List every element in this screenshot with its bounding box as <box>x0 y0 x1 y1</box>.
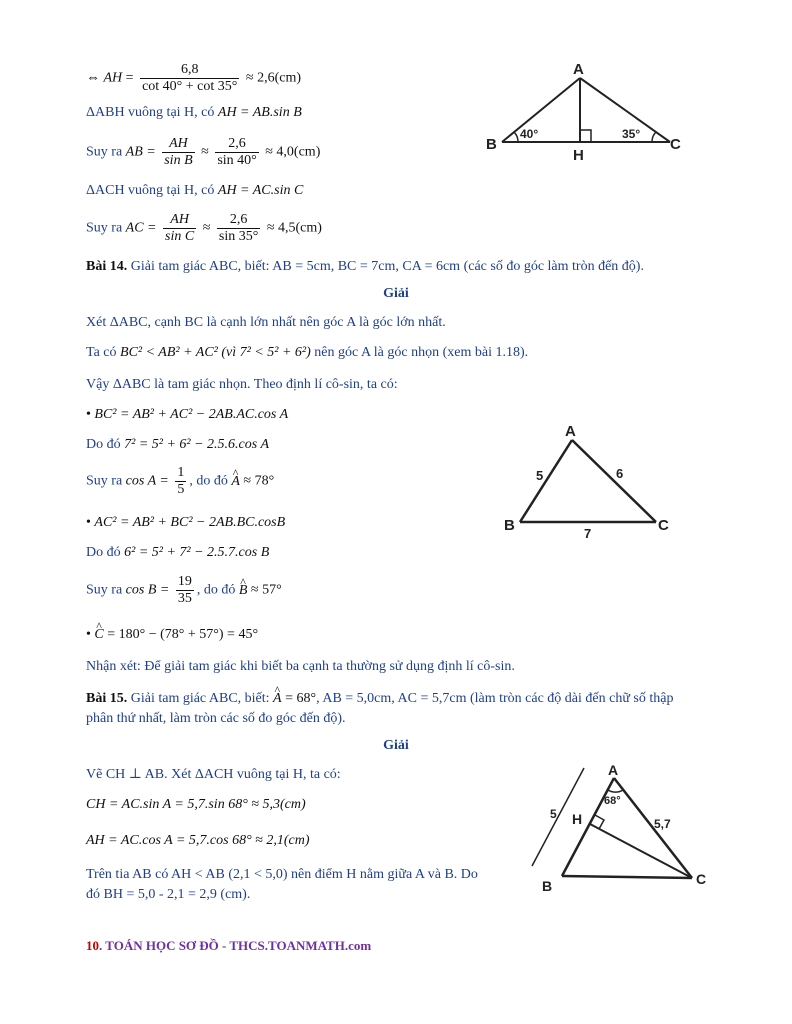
bai14-giai: Giải <box>383 286 409 301</box>
bai15-s1: Vẽ CH ⊥ AB. Xét ΔACH vuông tại H, ta có: <box>86 767 341 782</box>
math: AC = <box>125 220 157 236</box>
bai15-giai: Giải <box>383 738 409 753</box>
exercise-title: Bài 15. <box>86 691 128 706</box>
math: AH = AB.sin B <box>217 105 302 120</box>
frac-num: AH <box>169 136 188 151</box>
figure-triangle-abc <box>496 418 686 542</box>
bai15-s3 <box>86 832 310 850</box>
line-ab: Suy ra AB = $\frac{AH}{\text{sin B}}$ ≈ $\frac{2,6}{\sin 40^\circ}$ ≈ 4,0(cm) <box>86 136 321 168</box>
exercise-text: Giải tam giác ABC, biết: AB = 5cm, BC = 7cm, CA = 6cm (các số đo góc làm tròn đến độ). <box>130 259 644 274</box>
label-a: A <box>608 762 619 778</box>
label-a: A <box>573 61 584 78</box>
eq-suffix: ≈ 4,5(cm) <box>266 220 322 236</box>
page-number: 10 <box>86 938 99 953</box>
label-h: H <box>572 811 583 827</box>
figure-triangle-ach <box>520 758 720 898</box>
frac-num: 19 <box>177 574 192 589</box>
frac-num: 1 <box>177 465 185 480</box>
text: ΔABH vuông tại H, có <box>86 105 215 120</box>
text: Suy ra <box>86 473 123 489</box>
text: Suy ra <box>86 582 123 598</box>
bai14-s9: Suy ra cos B = $\frac{19}{35}$ , do đó ^ B ≈ 57° <box>86 574 282 607</box>
eq-suffix: ≈ 4,0(cm) <box>265 144 321 160</box>
math: = 68° <box>285 691 317 706</box>
math: AH = AC.cos A = 5,7.cos 68° ≈ 2,1(cm) <box>86 833 310 848</box>
eq-suffix: ≈ 2,6(cm) <box>245 70 302 86</box>
bai14-s6: Suy ra cos A = $\frac{1}{5}$ , do đó ^ A ≈ 78° <box>86 465 274 498</box>
frac-den: sin B <box>164 153 193 168</box>
label-ab: 5 <box>536 468 544 483</box>
label-angle-c: 35° <box>622 127 641 141</box>
bai14-s11: Nhận xét: Để giải tam giác khi biết ba cạnh ta thường sử dụng định lí cô-sin. <box>86 659 515 674</box>
math: AC² = AB² + BC² − 2AB.BC.cosB <box>94 515 286 530</box>
label-bc: 7 <box>584 526 592 541</box>
math: BC² = AB² + AC² − 2AB.AC.cos A <box>94 407 289 422</box>
math: ≈ 57° <box>250 582 282 598</box>
math: CH = AC.sin A = 5,7.sin 68° ≈ 5,3(cm) <box>86 797 306 812</box>
frac-den: 35 <box>177 591 192 606</box>
text: Giải tam giác ABC, biết: <box>130 691 270 706</box>
label-ac: 5,7 <box>654 817 671 831</box>
bai14-s7: • AC² = AB² + BC² − 2AB.BC.cosB <box>86 515 286 530</box>
math: = 180° − (78° + 57°) = 45° <box>107 627 259 642</box>
bai14-s4: • BC² = AB² + AC² − 2AB.AC.cos A <box>86 407 289 422</box>
label-h: H <box>573 147 584 164</box>
line-ach <box>86 182 303 200</box>
bai15-s4: Trên tia AB có AH < AB (2,1 < 5,0) nên điểm H nằm giữa A và B. Do <box>86 867 478 882</box>
footer-text: . TOÁN HỌC SƠ ĐỒ - THCS.TOANMATH.com <box>99 938 372 953</box>
text: Do đó <box>86 545 121 560</box>
frac-den: sin C <box>165 229 195 244</box>
bai15-prompt: Bài 15. Giải tam giác ABC, biết: ^ A = 68°, AB = 5,0cm, AC = 5,7cm (làm tròn các độ dài đến chữ số thập <box>86 690 673 708</box>
label-angle-a: 68° <box>604 795 621 807</box>
bai14-s5 <box>86 436 269 454</box>
frac-num: 2,6 <box>228 136 246 151</box>
text: , AB = 5,0cm, AC = 5,7cm (làm tròn các độ dài đến chữ số thập <box>316 691 674 706</box>
text: , do đó <box>189 473 228 489</box>
math: AB = <box>125 144 156 160</box>
text: Ta có <box>86 345 117 360</box>
math: 6² = 5² + 7² − 2.5.7.cos B <box>124 545 270 560</box>
page-footer <box>86 938 371 954</box>
frac-den: cot 40° + cot 35° <box>142 79 238 94</box>
text: , do đó <box>196 582 236 598</box>
label-b: B <box>504 517 515 534</box>
math: cos A = <box>125 473 169 489</box>
label-b: B <box>486 136 497 153</box>
line-abh <box>86 104 302 122</box>
math: AH = AC.sin C <box>217 183 304 198</box>
bai15-prompt-2: phân thứ nhất, làm tròn các số đo góc đến độ). <box>86 711 346 726</box>
math: 7² = 5² + 6² − 2.5.6.cos A <box>124 437 270 452</box>
label-ac: 6 <box>616 466 624 481</box>
frac-den: sin 40° <box>217 153 257 168</box>
bai14-s3: Vậy ΔABC là tam giác nhọn. Theo định lí cô-sin, ta có: <box>86 377 398 392</box>
frac-den: sin 35° <box>218 229 259 244</box>
eq-ah: ⇔ AH = $\frac{6,8}{\cot 40^\circ + \cot 35^\circ}$ ≈ 2,6(cm) <box>86 62 302 94</box>
frac-num: AH <box>170 212 189 227</box>
frac-den: 5 <box>177 482 185 497</box>
line-ac: Suy ra AC = $\frac{AH}{\text{sin C}}$ ≈ $\frac{2,6}{\sin 35^\circ}$ ≈ 4,5(cm) <box>86 212 322 244</box>
text: ΔACH vuông tại H, có <box>86 183 215 198</box>
label-a: A <box>565 423 576 440</box>
bai14-s10: • ^ C = 180° − (78° + 57°) = 45° <box>86 626 258 644</box>
frac-num: 6,8 <box>180 62 199 77</box>
math: cos B = <box>125 582 170 598</box>
bai14-prompt <box>86 258 644 276</box>
bai14-s8 <box>86 544 269 562</box>
label-ab: 5 <box>550 807 557 821</box>
text: Suy ra <box>86 144 123 160</box>
label-c: C <box>696 871 707 887</box>
text: Suy ra <box>86 220 123 236</box>
frac-num: 2,6 <box>229 212 248 227</box>
text: Do đó <box>86 437 121 452</box>
label-b: B <box>542 878 553 894</box>
bai14-s1: Xét ΔABC, cạnh BC là cạnh lớn nhất nên góc A là góc lớn nhất. <box>86 315 446 330</box>
label-c: C <box>658 517 669 534</box>
bai14-s2 <box>86 344 528 362</box>
text: nên góc A là góc nhọn (xem bài 1.18). <box>314 345 529 360</box>
label-angle-b: 40° <box>520 127 539 141</box>
math: ≈ 78° <box>243 473 275 489</box>
exercise-title: Bài 14. <box>86 259 128 274</box>
math: BC² < AB² + AC² (vì 7² < 5² + 6²) <box>120 345 311 360</box>
label-c: C <box>670 136 681 153</box>
bai15-s5: đó BH = 5,0 - 2,1 = 2,9 (cm). <box>86 887 251 902</box>
figure-triangle-abh <box>480 56 690 166</box>
bai15-s2 <box>86 796 306 814</box>
